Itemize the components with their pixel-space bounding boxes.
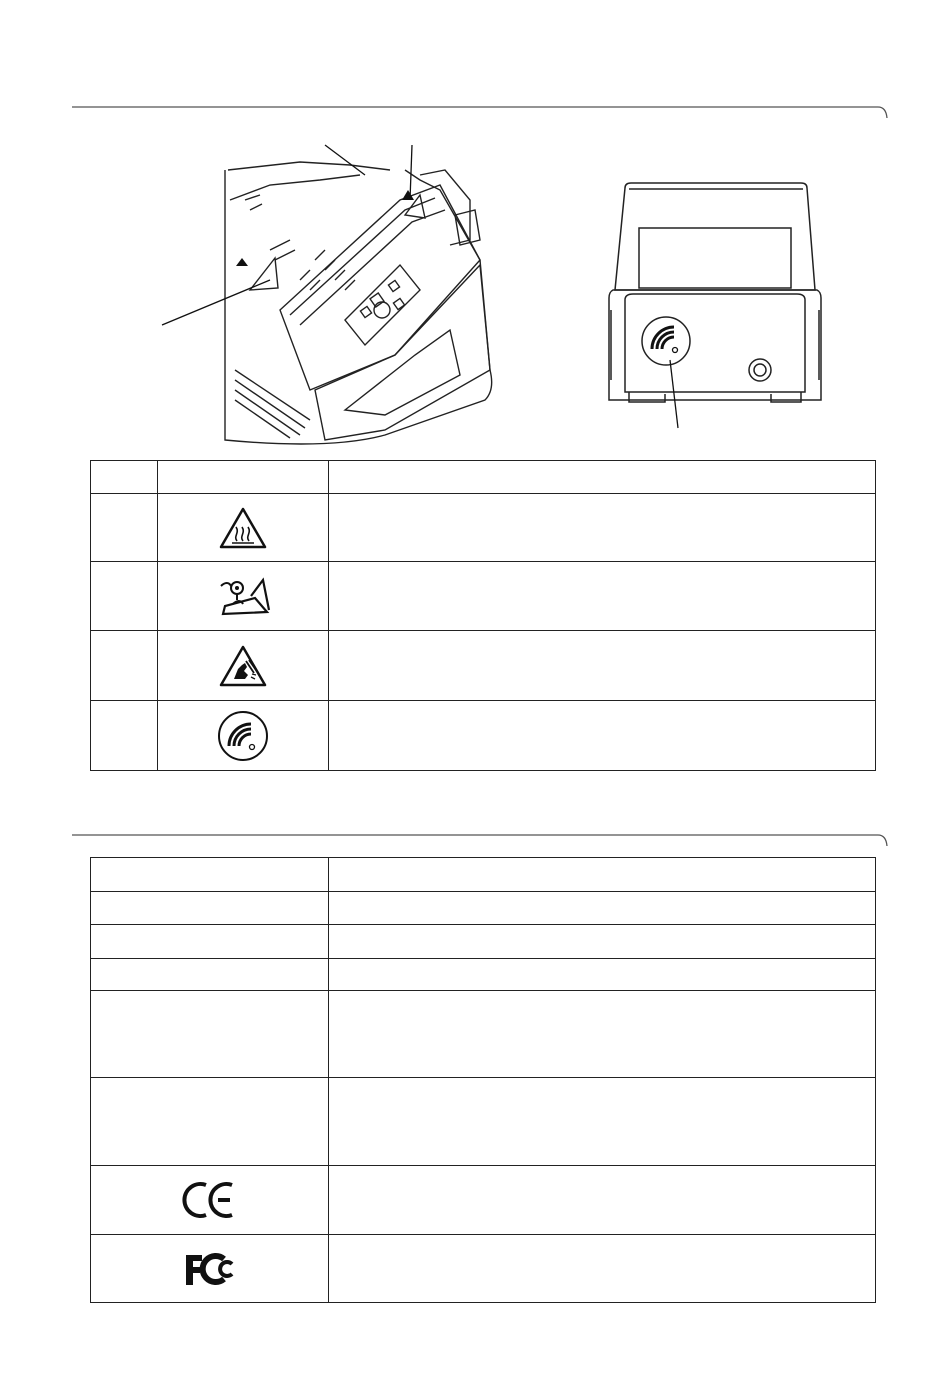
label-icon-cell <box>158 631 329 701</box>
row-number <box>91 562 158 631</box>
approvals-table <box>90 857 876 1303</box>
approval-name <box>91 991 329 1078</box>
approval-value <box>329 858 876 892</box>
row-number <box>91 631 158 701</box>
approval-value <box>329 892 876 925</box>
row-number <box>91 494 158 562</box>
label-table-header-no <box>91 461 158 494</box>
table-row <box>91 1166 876 1235</box>
section-rule-top <box>72 104 888 124</box>
cutter-blade-warning-icon <box>218 643 268 689</box>
approval-value <box>329 1078 876 1166</box>
section-rule-bottom <box>72 832 888 852</box>
approval-name <box>91 1078 329 1166</box>
approval-name <box>91 892 329 925</box>
approval-name <box>91 925 329 959</box>
printer-top-view-illustration <box>150 140 510 445</box>
approval-value <box>329 991 876 1078</box>
table-row <box>91 494 876 562</box>
label-table-header-description <box>329 461 876 494</box>
label-table <box>90 460 876 771</box>
label-description <box>329 631 876 701</box>
roller-pinch-warning-icon <box>215 574 271 618</box>
label-description <box>329 562 876 631</box>
rfid-wireless-icon <box>216 709 270 763</box>
table-row <box>91 858 876 892</box>
label-table-header-row <box>91 461 876 494</box>
approval-value <box>329 959 876 991</box>
label-icon-cell <box>158 562 329 631</box>
table-row <box>91 1078 876 1166</box>
table-row <box>91 892 876 925</box>
label-icon-cell <box>158 494 329 562</box>
fcc-mark-icon <box>182 1251 238 1287</box>
table-row <box>91 631 876 701</box>
approval-mark-cell <box>91 1166 329 1235</box>
label-description <box>329 701 876 771</box>
label-icon-cell <box>158 701 329 771</box>
hot-surface-warning-icon <box>218 505 268 551</box>
approval-value <box>329 1166 876 1235</box>
row-number <box>91 701 158 771</box>
table-row <box>91 991 876 1078</box>
ce-mark-icon <box>182 1181 238 1219</box>
table-row <box>91 1235 876 1303</box>
label-description <box>329 494 876 562</box>
approval-value <box>329 1235 876 1303</box>
approval-mark-cell <box>91 1235 329 1303</box>
table-row <box>91 562 876 631</box>
printer-front-view-illustration <box>605 180 830 430</box>
table-row <box>91 925 876 959</box>
table-row <box>91 701 876 771</box>
approval-name <box>91 959 329 991</box>
approval-value <box>329 925 876 959</box>
label-table-header-label <box>158 461 329 494</box>
table-row <box>91 959 876 991</box>
approval-name <box>91 858 329 892</box>
